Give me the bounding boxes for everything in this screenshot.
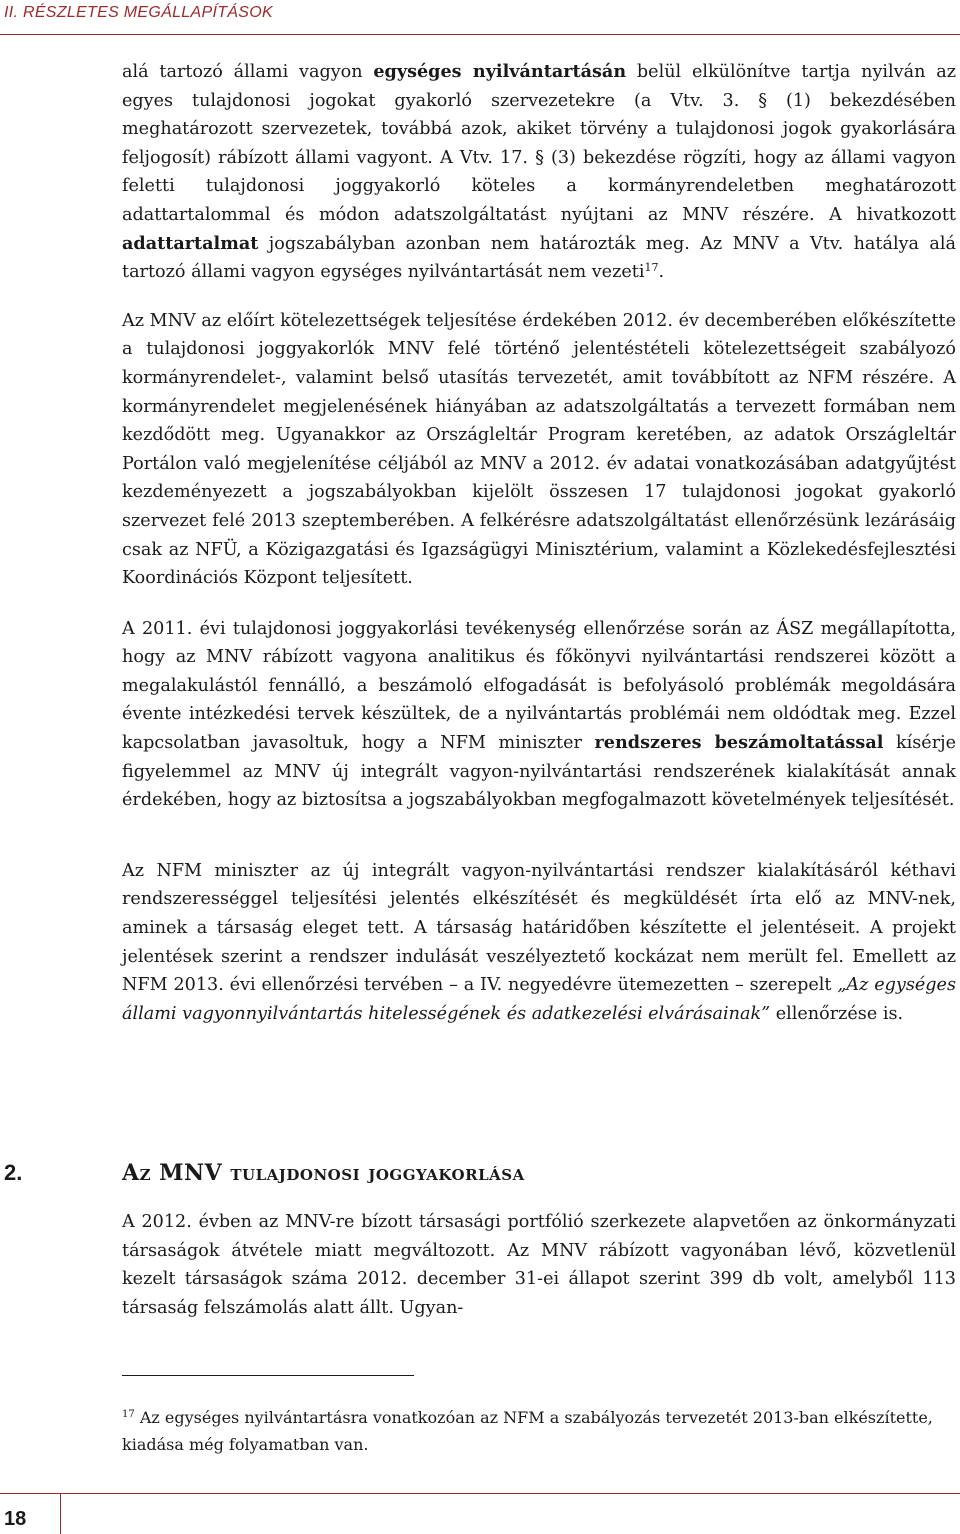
emphasis-quoted-title: „Az egységes állami vagyonnyilvántartás hitelességének és adatkezelési elvárásainak”: [122, 975, 956, 1024]
page-number: 18: [4, 1508, 27, 1530]
paragraph-1: alá tartozó állami vagyon egységes nyilvántartásán belül elkülönítve tartja nyilván az egyes tulajdonosi jogokat gyakorló szervezetekre (a Vtv. 3. § (1) bekezdésében meghatározott szervezetek, továbbá azok, akiket törvény a tulajdonosi jogok gyakorlására feljogosít) rábízott állami vagyont. A Vtv. 17. § (3) bekezdése rögzíti, hogy az állami vagyon feletti tulajdonosi joggyakorló köteles a kormányrendeletben meghatározott adattartalommal és módon adatszolgáltatást nyújtani az MNV részére. A hivatkozott adattartalmat jogszabályban azonban nem határozták meg. Az MNV a Vtv. hatálya alá tartozó állami vagyon egységes nyilvántartását nem vezeti$^{17}$.: [122, 61, 956, 283]
paragraph-2: Az MNV az előírt kötelezettségek teljesítése érdekében 2012. év decemberében előkészítette a tulajdonosi joggyakorlók MNV felé történő jelentéstételi kötelezettségeit szabályozó kormányrendelet-, valamint belső utasítás tervezetét, amit továbbított az NFM részére. A kormányrendelet megjelenésének hiányában az adatszolgáltatás a tervezett formában nem kezdődött meg. Ugyanakkor az Országleltár Program keretében, az adatok Országleltár Portálon való megjelenítése céljából az MNV a 2012. év adatai vonatkozásában adatgyűjtést kezdeményezett a jogszabályokban kijelölt összesen 17 tulajdonosi jogokat gyakorló szervezet felé 2013 szeptemberében. A felkérésre adatszolgáltatást ellenőrzésünk lezárásáig csak az NFÜ, a Közigazgatási és Igazságügyi Minisztérium, valamint a Közlekedésfejlesztési Koordinációs Központ teljesített.: [122, 310, 956, 589]
footnote-number: 17: [122, 1409, 135, 1420]
chapter-title: II. RÉSZLETES MEGÁLLAPÍTÁSOK: [4, 4, 273, 21]
paragraph-3: A 2011. évi tulajdonosi joggyakorlási tevékenység ellenőrzése során az ÁSZ megállapította, hogy az MNV rábízott vagyona analitikus és főkönyvi nyilvántartási rendszerei között a megalakulástól fennálló, a beszámoló elfogadását is befolyásoló problémák megoldására évente intézkedési tervek készültek, de a nyilvántartás problémái nem oldódtak meg. Ezzel kapcsolatban javasoltuk, hogy a NFM miniszter rendszeres beszámoltatással kísérje figyelemmel az MNV új integrált vagyon-nyilvántartási rendszerének kialakítását annak érdekében, hogy az biztosítsa a jogszabályokban megfogalmazott követelmények teljesítését.: [122, 618, 956, 811]
footnote-reference[interactable]: 17: [644, 261, 659, 275]
paragraph-4: Az NFM miniszter az új integrált vagyon-nyilvántartási rendszer kialakításáról kéthavi rendszerességgel teljesítési jelentés elkészítését és megküldését írta elő az MNV-nek, aminek a társaság eleget tett. A társaság határidőben készítette el jelentéseit. A projekt jelentések szerint a rendszer indulását veszélyeztető kockázat nem merült fel. Emellett az NFM 2013. évi ellenőrzési tervében – a IV. negyedévre ütemezetten – szerepelt „Az egységes állami vagyonnyilvántartás hitelességének és adatkezelési elvárásainak” ellenőrzése is.: [122, 860, 956, 1024]
main-text: [122, 58, 956, 1028]
footer-rule: [0, 1493, 960, 1494]
emphasis-adattartalmat: adattartalmat: [122, 232, 259, 254]
section-title: Az MNV tulajdonosi joggyakorlása: [122, 1160, 525, 1186]
footnote-text: Az egységes nyilvántartásra vonatkozóan az NFM a szabályozás tervezetét 2013-ban elkészítette, kiadása még folyamatban van.: [122, 1408, 933, 1454]
section-body: [122, 1208, 956, 1322]
running-header: [0, 0, 960, 35]
emphasis-egyseges-nyilvantartas: egységes nyilvántartásán: [373, 61, 627, 82]
emphasis-rendszeres-beszamoltatas: rendszeres beszámoltatással: [594, 732, 884, 754]
section-paragraph: A 2012. évben az MNV-re bízott társasági portfólió szerkezete alapvetően az önkormányzati társaságok átvétele miatt megváltozott. Az MNV rábízott vagyonában lévő, közvetlenül kezelt társaságok száma 2012. december 31-ei állapot szerint 399 db volt, amelyből 113 társaság felszámolás alatt állt. Ugyan-: [122, 1212, 956, 1318]
footnote: [122, 1404, 956, 1458]
section-number: 2.: [4, 1160, 23, 1185]
footer-divider: [60, 1493, 61, 1534]
section-heading: [4, 1160, 954, 1196]
footnote-separator: [122, 1375, 414, 1376]
